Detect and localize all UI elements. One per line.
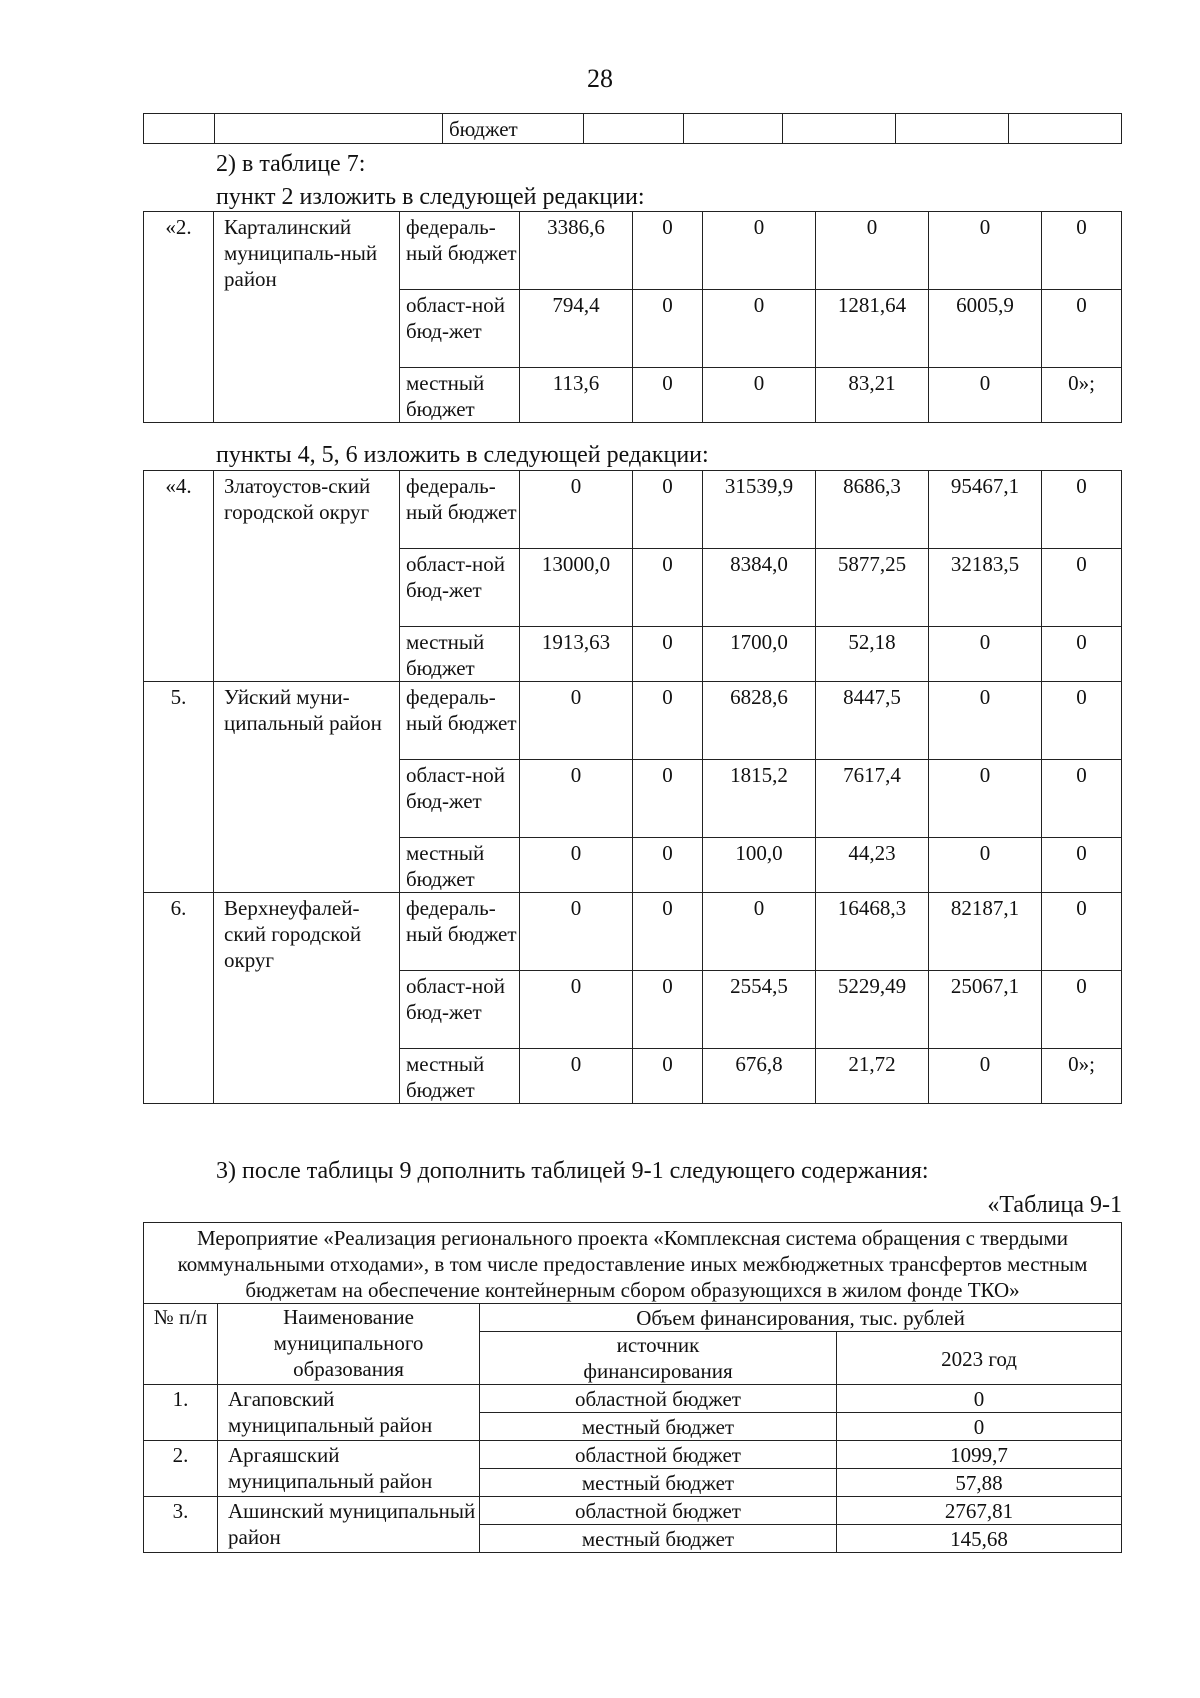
value-cell: 0	[1042, 627, 1122, 682]
funding-source: област-ной бюд-жет	[400, 971, 520, 1049]
funding-source: федераль-ный бюджет	[400, 893, 520, 971]
table-caption: «Таблица 9-1	[987, 1192, 1122, 1218]
value-cell: 0	[520, 893, 633, 971]
value-cell: 1700,0	[703, 627, 816, 682]
value-cell: 0	[929, 212, 1042, 290]
value-cell: 1815,2	[703, 760, 816, 838]
value-cell: 0	[520, 682, 633, 760]
value-cell: 0	[633, 471, 703, 549]
value-cell: 0	[633, 549, 703, 627]
value-cell: 1913,63	[520, 627, 633, 682]
funding-source: местный бюджет	[480, 1469, 837, 1497]
paragraph-2: пункт 2 изложить в следующей редакции:	[216, 184, 645, 210]
header-name: Наименование муниципального образования	[218, 1304, 480, 1385]
value-cell: 0	[633, 971, 703, 1049]
value-cell: 0	[929, 368, 1042, 423]
value-cell: 0	[1042, 760, 1122, 838]
value-cell: 0	[1042, 971, 1122, 1049]
funding-source: федераль-ный бюджет	[400, 682, 520, 760]
funding-source: областной бюджет	[480, 1497, 837, 1525]
value-cell: 95467,1	[929, 471, 1042, 549]
value-cell: 0	[520, 838, 633, 893]
header-volume: Объем финансирования, тыс. рублей	[480, 1304, 1122, 1332]
value-cell: 7617,4	[816, 760, 929, 838]
value-cell: 0	[633, 838, 703, 893]
value-cell: 83,21	[816, 368, 929, 423]
value-cell: 0	[633, 893, 703, 971]
value-cell: 0	[520, 760, 633, 838]
value-cell: 0	[929, 1049, 1042, 1104]
value-cell: 0	[703, 290, 816, 368]
value-cell: 0	[703, 368, 816, 423]
value-cell: 0	[520, 1049, 633, 1104]
funding-source: местный бюджет	[480, 1525, 837, 1553]
municipality-name: Верхнеуфалей-ский городской округ	[214, 893, 400, 1104]
header-num: № п/п	[144, 1304, 218, 1385]
table7-items456	[143, 470, 1122, 1104]
value-cell: 676,8	[703, 1049, 816, 1104]
municipality-name: Агаповский муниципальный район	[218, 1385, 480, 1441]
value-cell: 2554,5	[703, 971, 816, 1049]
value-2023: 57,88	[837, 1469, 1122, 1497]
value-cell: 8686,3	[816, 471, 929, 549]
value-cell: 0	[929, 627, 1042, 682]
table-row	[144, 471, 1122, 549]
value-cell: 0	[633, 760, 703, 838]
paragraph-4: 3) после таблицы 9 дополнить таблицей 9-1 следующего содержания:	[216, 1158, 929, 1184]
value-cell: 6828,6	[703, 682, 816, 760]
value-cell: 0	[703, 893, 816, 971]
value-cell: 3386,6	[520, 212, 633, 290]
funding-source: местный бюджет	[400, 368, 520, 423]
value-cell: 21,72	[816, 1049, 929, 1104]
value-cell: 32183,5	[929, 549, 1042, 627]
value-cell: 0	[703, 212, 816, 290]
value-cell: 0	[816, 212, 929, 290]
value-2023: 0	[837, 1413, 1122, 1441]
value-cell: 0»;	[1042, 368, 1122, 423]
value-cell: 0	[520, 471, 633, 549]
value-cell: 0	[1042, 471, 1122, 549]
value-2023: 145,68	[837, 1525, 1122, 1553]
value-cell: 82187,1	[929, 893, 1042, 971]
value-cell: 0	[1042, 893, 1122, 971]
top-partial-table	[143, 113, 1122, 144]
funding-source: местный бюджет	[400, 1049, 520, 1104]
value-cell: 1281,64	[816, 290, 929, 368]
value-cell: 13000,0	[520, 549, 633, 627]
funding-source: областной бюджет	[480, 1441, 837, 1469]
value-cell: 100,0	[703, 838, 816, 893]
value-cell: 0	[1042, 838, 1122, 893]
value-cell: 0	[1042, 212, 1122, 290]
value-cell: 16468,3	[816, 893, 929, 971]
table-row	[144, 212, 1122, 290]
value-cell: 25067,1	[929, 971, 1042, 1049]
value-cell: 0	[633, 368, 703, 423]
table-row	[144, 682, 1122, 760]
header-source: источник финансирования	[480, 1332, 837, 1385]
item-number: «4.	[144, 471, 214, 682]
value-cell: 0»;	[1042, 1049, 1122, 1104]
municipality-name: Златоустов-ский городской округ	[214, 471, 400, 682]
paragraph-3: пункты 4, 5, 6 изложить в следующей редакции:	[216, 442, 709, 468]
item-number: 5.	[144, 682, 214, 893]
table-row	[144, 1385, 1122, 1413]
municipality-name: Ашинский муниципальный район	[218, 1497, 480, 1553]
value-cell: 8384,0	[703, 549, 816, 627]
value-cell: 0	[1042, 549, 1122, 627]
row-number: 3.	[144, 1497, 218, 1553]
table7-item2	[143, 211, 1122, 423]
value-cell: 113,6	[520, 368, 633, 423]
funding-source: област-ной бюд-жет	[400, 290, 520, 368]
header-year: 2023 год	[837, 1332, 1122, 1385]
funding-source: област-ной бюд-жет	[400, 760, 520, 838]
value-cell: 0	[633, 1049, 703, 1104]
value-cell: 0	[929, 682, 1042, 760]
funding-source: федераль-ный бюджет	[400, 471, 520, 549]
table9-1-title: Мероприятие «Реализация регионального проекта «Комплексная система обращения с твердыми коммунальными отходами», в том числе предоставление иных межбюджетных трансфертов местным бюджетам на обеспечение контейнерным сбором образующихся в жилом фонде ТКО»	[144, 1223, 1122, 1304]
value-cell: 0	[633, 627, 703, 682]
value-cell: 8447,5	[816, 682, 929, 760]
funding-source: местный бюджет	[480, 1413, 837, 1441]
funding-source: област-ной бюд-жет	[400, 549, 520, 627]
table-row	[144, 1497, 1122, 1525]
value-cell: 0	[633, 682, 703, 760]
table-row	[144, 893, 1122, 971]
top-row-source: бюджет	[443, 114, 584, 144]
value-cell: 52,18	[816, 627, 929, 682]
funding-source: областной бюджет	[480, 1385, 837, 1413]
item-number: 6.	[144, 893, 214, 1104]
value-cell: 5229,49	[816, 971, 929, 1049]
value-cell: 0	[633, 290, 703, 368]
table9-1	[143, 1222, 1122, 1553]
value-cell: 5877,25	[816, 549, 929, 627]
value-cell: 0	[633, 212, 703, 290]
value-cell: 794,4	[520, 290, 633, 368]
value-2023: 1099,7	[837, 1441, 1122, 1469]
municipality-name: Аргаяшский муниципальный район	[218, 1441, 480, 1497]
value-cell: 0	[1042, 682, 1122, 760]
funding-source: федераль-ный бюджет	[400, 212, 520, 290]
funding-source: местный бюджет	[400, 838, 520, 893]
value-cell: 44,23	[816, 838, 929, 893]
value-cell: 0	[520, 971, 633, 1049]
funding-source: местный бюджет	[400, 627, 520, 682]
row-number: 2.	[144, 1441, 218, 1497]
value-cell: 0	[1042, 290, 1122, 368]
paragraph-1: 2) в таблице 7:	[216, 151, 366, 177]
value-cell: 6005,9	[929, 290, 1042, 368]
value-2023: 2767,81	[837, 1497, 1122, 1525]
row-number: 1.	[144, 1385, 218, 1441]
municipality-name: Уйский муни-ципальный район	[214, 682, 400, 893]
value-cell: 31539,9	[703, 471, 816, 549]
value-2023: 0	[837, 1385, 1122, 1413]
item-number: «2.	[144, 212, 214, 423]
value-cell: 0	[929, 838, 1042, 893]
municipality-name: Карталинский муниципаль-ный район	[214, 212, 400, 423]
value-cell: 0	[929, 760, 1042, 838]
table-row	[144, 1441, 1122, 1469]
page-number: 28	[587, 64, 613, 93]
